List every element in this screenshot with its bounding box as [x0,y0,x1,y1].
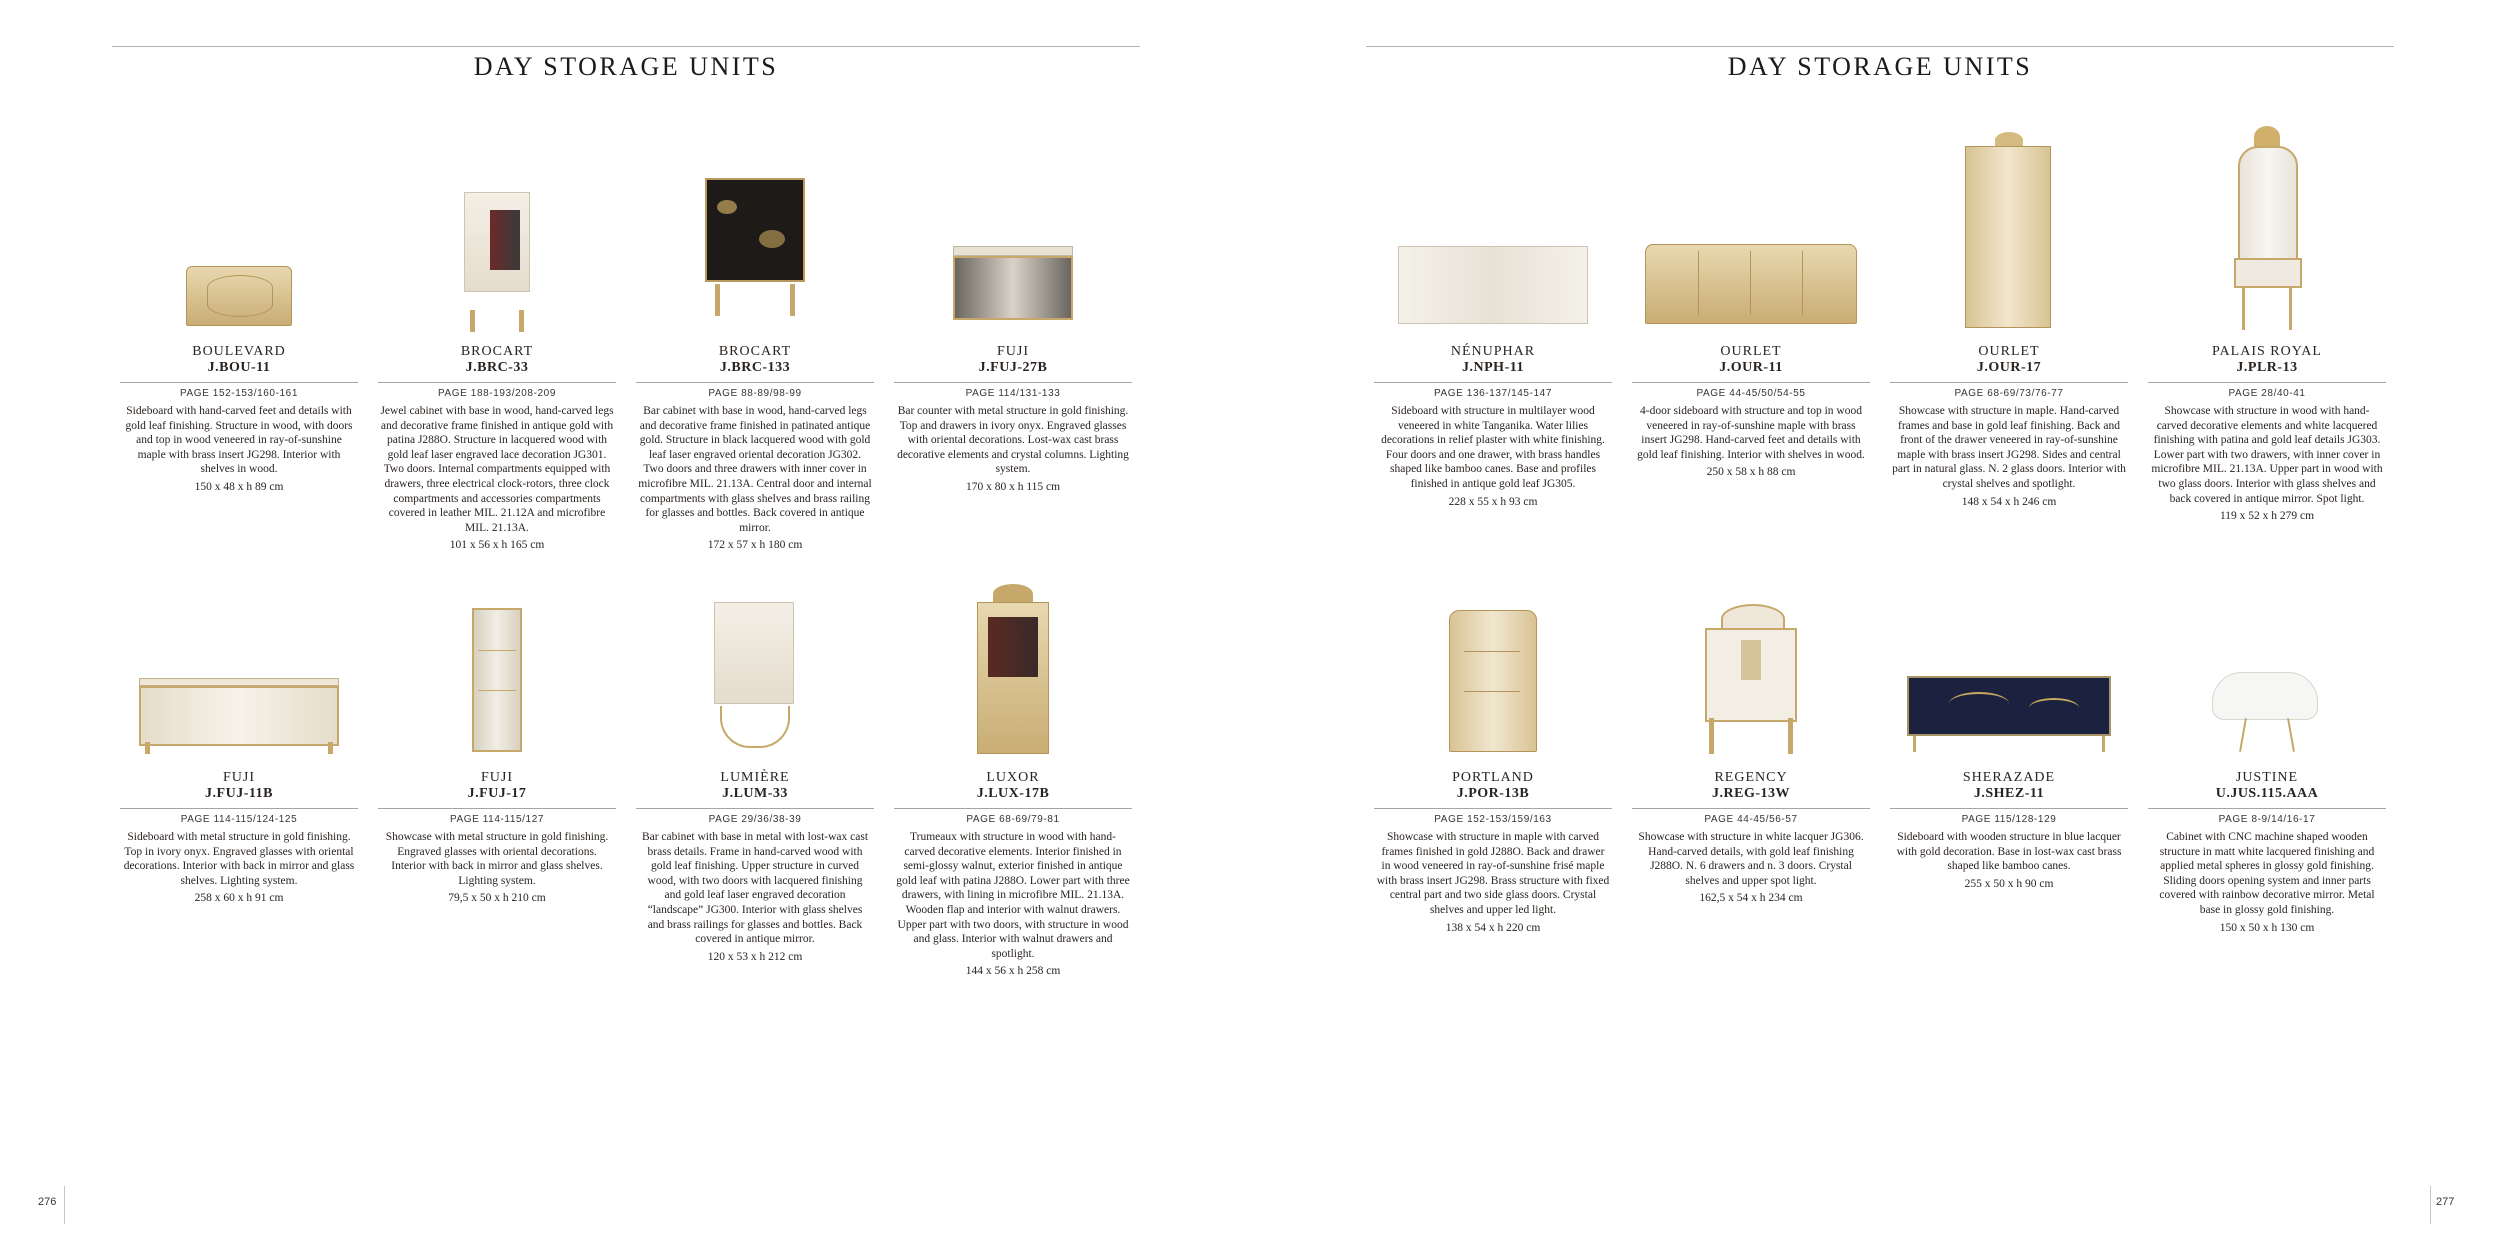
product-card [1374,544,1612,934]
product-rule [636,382,874,383]
product-dimensions: 255 x 50 x h 90 cm [1964,877,2054,890]
sideboard-icon [1632,118,1870,338]
product-description: Showcase with metal structure in gold finishing. Engraved glasses with oriental decorations. Interior with back in mirror and glass shelves. Lighting system. [385,831,609,887]
product-pages: PAGE 115/128-129 [1961,814,2057,825]
product-rule [1890,808,2128,809]
page-title: DAY STORAGE UNITS [473,52,779,81]
product-card [636,118,874,551]
product-dimensions: 150 x 50 x h 130 cm [2219,921,2315,934]
product-description: Cabinet with CNC machine shaped wooden structure in matt white lacquered finishing and applied metal spheres in glossy gold finishing. Sliding doors opening system and inner parts covered with rainbow decorative mirror. Metal base in glossy gold finishing. [2159,831,2375,916]
product-dimensions: 258 x 60 x h 91 cm [194,892,284,905]
product-code: J.OUR-17 [1976,360,2042,375]
product-code: J.FUJ-17 [467,786,527,801]
product-rule [1632,382,1870,383]
product-code: J.FUJ-11B [205,786,273,801]
product-pages: PAGE 188-193/208-209 [437,388,556,399]
product-rule [378,382,616,383]
product-pages: PAGE 29/36/38-39 [708,814,802,825]
product-description: Jewel cabinet with base in wood, hand-carved legs and decorative frame finished in antique gold with patina J288O. Structure in lacquered wood with gold leaf laser engraved lace decoration JG301. Two doors. Internal compartments equipped with drawers, three electrical clock-rotors, three clock compartments and accessories compartments covered in leather MIL. 21.12A and microfibre MIL. 21.13A. [380,405,614,534]
product-dimensions: 172 x 57 x h 180 cm [707,539,803,552]
showcase-icon [2148,118,2386,338]
product-code: J.BOU-11 [207,360,271,375]
product-card [2148,118,2386,522]
product-name: BOULEVARD [192,344,286,359]
product-dimensions: 101 x 56 x h 165 cm [449,539,545,552]
product-name: OURLET [1978,344,2040,359]
product-name: PALAIS ROYAL [2212,344,2322,359]
product-card [894,544,1132,977]
product-card [120,544,358,904]
product-dimensions: 144 x 56 x h 258 cm [965,965,1061,978]
right-page [1250,0,2500,1250]
showcase-icon [378,544,616,764]
product-rule [1374,808,1612,809]
product-rule [378,808,616,809]
product-description: Bar counter with metal structure in gold finishing. Top and drawers in ivory onyx. Engraved glasses with oriental decorations. Lost-wax cast brass decorative elements and crystal columns. Lighting system. [897,405,1129,476]
product-dimensions: 138 x 54 x h 220 cm [1445,921,1541,934]
product-code: J.REG-13W [1712,786,1790,801]
showcase-icon [1374,544,1612,764]
product-name: BROCART [718,344,792,359]
bar-counter-icon [894,118,1132,338]
product-pages: PAGE 114-115/124-125 [180,814,298,825]
showcase-icon [1890,118,2128,338]
product-pages: PAGE 44-45/50/54-55 [1696,388,1806,399]
product-dimensions: 228 x 55 x h 93 cm [1448,495,1538,508]
product-description: Showcase with structure in white lacquer JG306. Hand-carved details, with gold leaf finishing J288O. N. 6 drawers and n. 3 doors. Crystal shelves and upper spot light. [1638,831,1864,887]
showcase-icon [1632,544,1870,764]
product-dimensions: 79,5 x 50 x h 210 cm [448,892,546,905]
product-name: REGENCY [1714,770,1788,785]
product-description: Trumeaux with structure in wood with hand-carved decorative elements. Interior finished in semi-glossy walnut, exterior finished in antique gold leaf with patina J288O. Lower part with three drawers, with lining in microfibre MIL. 21.13A. Wooden flap and interior with walnut drawers. Upper part with two doors, with structure in wood and glass. Interior with walnut drawers and spotlight. [896,831,1130,960]
product-name: SHERAZADE [1962,770,2056,785]
product-card [378,544,616,904]
page-number-rule [64,1186,65,1224]
product-pages: PAGE 88-89/98-99 [708,388,802,399]
product-code: J.SHEZ-11 [1973,786,2045,801]
product-dimensions: 250 x 58 x h 88 cm [1706,466,1796,479]
product-pages: PAGE 114-115/127 [449,814,545,825]
header-rule [112,46,1140,47]
product-description: Showcase with structure in wood with hand-carved decorative elements and white lacquered finishing with patina and gold leaf details JG303. Lower part with two drawers, with inner cover in microfibre MIL. 21.13A. Upper part in wood with two glass doors. Interior with glass shelves and back covered in antique mirror. Spot light. [2151,405,2383,505]
product-rule [1632,808,1870,809]
product-card [1890,544,2128,890]
product-rule [2148,382,2386,383]
bar-cabinet-icon [636,544,874,764]
product-dimensions: 170 x 80 x h 115 cm [965,480,1061,493]
product-code: J.BRC-33 [465,360,529,375]
product-dimensions: 148 x 54 x h 246 cm [1961,495,2057,508]
sideboard-icon [120,544,358,764]
product-code: J.BRC-133 [719,360,791,375]
product-dimensions: 150 x 48 x h 89 cm [194,480,284,493]
product-description: Bar cabinet with base in metal with lost-wax cast brass details. Frame in hand-carved wood with gold leaf finishing. Upper structure in curved wood, with two doors with lacquered finishing and gold leaf laser engraved decoration “landscape” JG300. Interior with glass shelves and brass railings for glasses and bottles. Back covered in antique mirror. [641,831,869,946]
product-rule [894,808,1132,809]
product-card [120,118,358,493]
page-number-rule [2430,1186,2431,1224]
product-pages: PAGE 114/131-133 [965,388,1061,399]
jewel-cabinet-icon [378,118,616,338]
product-rule [894,382,1132,383]
product-name: OURLET [1720,344,1782,359]
product-card [1374,118,1612,508]
page-number: 277 [2436,1196,2455,1208]
product-name: JUSTINE [2235,770,2299,785]
product-pages: PAGE 152-153/160-161 [179,388,298,399]
product-name: LUMIÈRE [720,770,790,785]
product-code: J.POR-13B [1456,786,1530,801]
product-description: Showcase with structure in maple with carved frames finished in gold J288O. Back and drawer in wood veneered in ray-of-sunshine frisé maple with brass insert JG298. Brass structure with fixed central part and two side glass doors. Crystal shelves and upper led light. [1376,831,1610,916]
product-pages: PAGE 28/40-41 [2228,388,2306,399]
trumeau-icon [894,544,1132,764]
product-description: 4-door sideboard with structure and top in wood veneered in ray-of-sunshine maple with brass insert JG298. Hand-carved feet and details with gold leaf finishing. Interior with shelves in wood. [1637,405,1865,461]
product-name: FUJI [480,770,513,785]
product-card [1890,118,2128,508]
product-card [1632,544,1870,904]
sideboard-icon [1374,118,1612,338]
product-description: Bar cabinet with base in wood, hand-carved legs and decorative frame finished in patinated antique gold. Structure in black lacquered wood with gold leaf laser engraved oriental decoration JG302. Two doors and three drawers with inner cover in microfibre MIL. 21.13A. Central door and internal compartments with glass shelves and brass railing for glasses and bottles. Back covered in antique mirror. [638,405,872,534]
product-dimensions: 120 x 53 x h 212 cm [707,950,803,963]
product-code: J.OUR-11 [1719,360,1783,375]
bar-cabinet-icon [636,118,874,338]
page-number: 276 [38,1196,57,1208]
product-card [636,544,874,963]
product-code: J.NPH-11 [1462,360,1524,375]
product-name: PORTLAND [1452,770,1534,785]
product-description: Sideboard with wooden structure in blue lacquer with gold decoration. Base in lost-wax cast brass shaped like bamboo canes. [1896,831,2122,873]
product-description: Showcase with structure in maple. Hand-carved frames and base in gold leaf finishing. Back and front of the drawer veneered in ray-of-sunshine maple with brass insert JG298. Sides and central part in natural glass. N. 2 glass doors. Interior with crystal shelves and spotlight. [1892,405,2126,490]
product-pages: PAGE 8-9/14/16-17 [2218,814,2316,825]
product-description: Sideboard with structure in multilayer wood veneered in white Tanganika. Water lilies decorations in relief plaster with white finishing. Four doors and one drawer, with brass handles shaped like bamboo canes. Base and profiles finished in antique gold leaf JG305. [1381,405,1605,490]
product-name: LUXOR [986,770,1040,785]
sideboard-icon [1890,544,2128,764]
product-pages: PAGE 136-137/145-147 [1433,388,1552,399]
product-name: FUJI [996,344,1029,359]
product-name: FUJI [222,770,255,785]
product-code: J.FUJ-27B [978,360,1048,375]
header-rule [1366,46,2394,47]
product-rule [1374,382,1612,383]
product-card [378,118,616,551]
product-pages: PAGE 44-45/56-57 [1704,814,1798,825]
product-card [2148,544,2386,934]
product-dimensions: 119 x 52 x h 279 cm [2219,510,2315,523]
product-description: Sideboard with hand-carved feet and details with gold leaf finishing. Structure in wood, with doors and top in wood veneered in ray-of-sunshine maple with brass insert JG298. Interior with shelves in wood. [125,405,353,476]
product-pages: PAGE 152-153/159/163 [1434,814,1552,825]
cabinet-icon [2148,544,2386,764]
product-rule [1890,382,2128,383]
product-dimensions: 162,5 x 54 x h 234 cm [1699,892,1803,905]
product-rule [120,382,358,383]
product-pages: PAGE 68-69/79-81 [966,814,1060,825]
product-code: U.JUS.115.AAA [2215,786,2319,801]
product-description: Sideboard with metal structure in gold finishing. Top in ivory onyx. Engraved glasses with oriental decorations. Interior with back in mirror and glass shelves. Lighting system. [123,831,355,887]
product-rule [2148,808,2386,809]
product-pages: PAGE 68-69/73/76-77 [1954,388,2064,399]
product-rule [120,808,358,809]
product-code: J.PLR-13 [2236,360,2298,375]
page-title: DAY STORAGE UNITS [1727,52,2033,81]
product-card [894,118,1132,493]
product-code: J.LUM-33 [722,786,788,801]
product-code: J.LUX-17B [976,786,1050,801]
product-rule [636,808,874,809]
product-card [1632,118,1870,478]
product-name: NÉNUPHAR [1450,344,1536,359]
product-name: BROCART [460,344,534,359]
sideboard-icon [120,118,358,338]
